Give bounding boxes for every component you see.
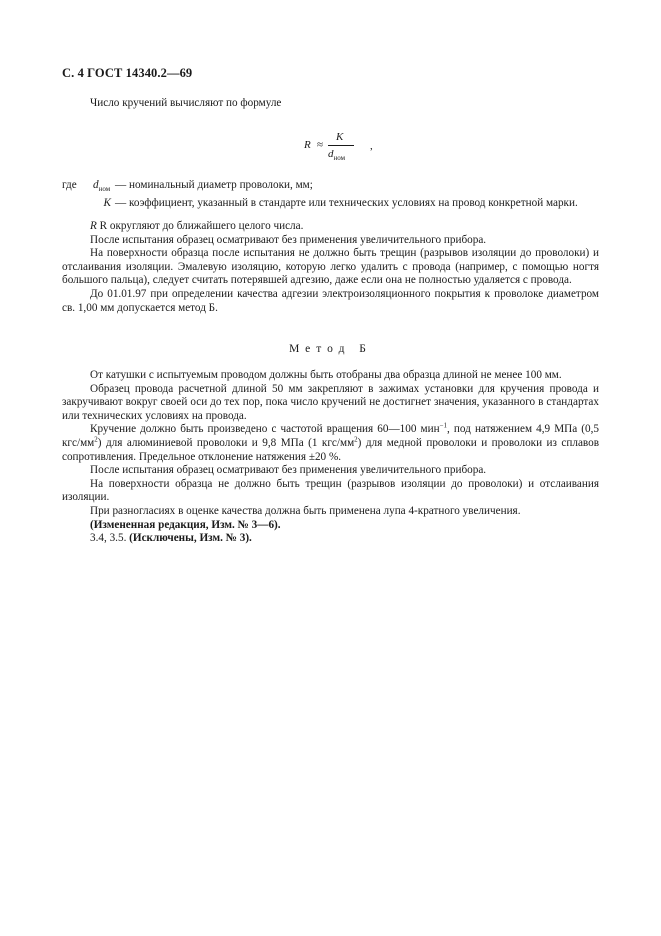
formula-numerator: K: [336, 131, 344, 143]
method-b-text: [62, 369, 599, 546]
paragraph-surface-b: На поверхности образца не должно быть трещин (разрывов изоляции до проволоки) и отслаивания изоляции.: [62, 477, 599, 504]
paragraph-rounding: R R округляют до ближайшего целого числа.: [90, 220, 304, 232]
paragraph-inspection-b: После испытания образец осматривают без применения увеличительного прибора.: [90, 464, 487, 477]
method-a-text: [62, 220, 599, 315]
page-header: С. 4 ГОСТ 14340.2—69: [62, 66, 193, 80]
definition-d: где $d_{ном}$ — номинальный диаметр проволоки, мм;: [62, 179, 313, 194]
formula-approx: ≈: [317, 139, 324, 151]
paragraph-surface: На поверхности образца после испытания не должно быть трещин (разрывов изоляции до проволоки) и отслаивания изоляции. Эмалевую изоляцию, которую легко удалить с провода (например, с помощью ногтя большого пальца), следует считать потерявшей адгезию, даже если она не полностью удаляется с провода.: [62, 247, 599, 287]
variable-definitions: [62, 179, 599, 210]
paragraph-until-date: До 01.01.97 при определении качества адгезии электроизоляционного покрытия к проволоке диаметром св. 1,00 мм допускается метод Б.: [62, 287, 599, 314]
intro-text: [62, 97, 599, 111]
paragraph-twisting: Образец провода расчетной длиной 50 мм закрепляют в зажимах установки для кручения провода и закручивают вокруг своей оси до тех пор, пока число кручений не достигнет значения, указанного в стандартах или технических условиях на провода.: [62, 382, 599, 422]
definition-k: K — коэффициент, указанный в стандарте или технических условиях на провод конкретной марки.: [103, 196, 578, 209]
paragraph-magnifier: При разногласиях в оценке качества должна быть применена лупа 4-кратного увеличения.: [90, 504, 521, 517]
revision-note: (Измененная редакция, Изм. № 3—6).: [90, 518, 281, 531]
formula-comma: ,: [370, 140, 373, 152]
formula-denominator: $d_{ном}$: [328, 148, 346, 163]
method-b-title: Метод Б: [289, 343, 372, 355]
fraction-bar: [328, 145, 354, 146]
paragraph-samples: От катушки с испытуемым проводом должны быть отобраны два образца длиной не менее 100 мм.: [90, 369, 562, 381]
formula-lhs: R: [304, 139, 311, 151]
excluded-note: 3.4, 3.5. (Исключены, Изм. № 3).: [90, 532, 252, 545]
paragraph-inspection: После испытания образец осматривают без применения увеличительного прибора.: [90, 233, 487, 246]
intro-paragraph: Число кручений вычисляют по формуле: [90, 97, 282, 109]
paragraph-torsion-speed: Кручение должно быть произведено с частотой вращения 60—100 мин$^{-1}$, под натяжением 4,9 МПа (0,5 кгс/$мм^2$) для алюминиевой проволоки и 9,8 МПа (1 кгс/$мм^2$) для медной проволоки и проволоки из сплавов сопротивления. Предельное отклонение натяжения ±20 %.: [62, 421, 599, 463]
formula: [300, 127, 380, 167]
